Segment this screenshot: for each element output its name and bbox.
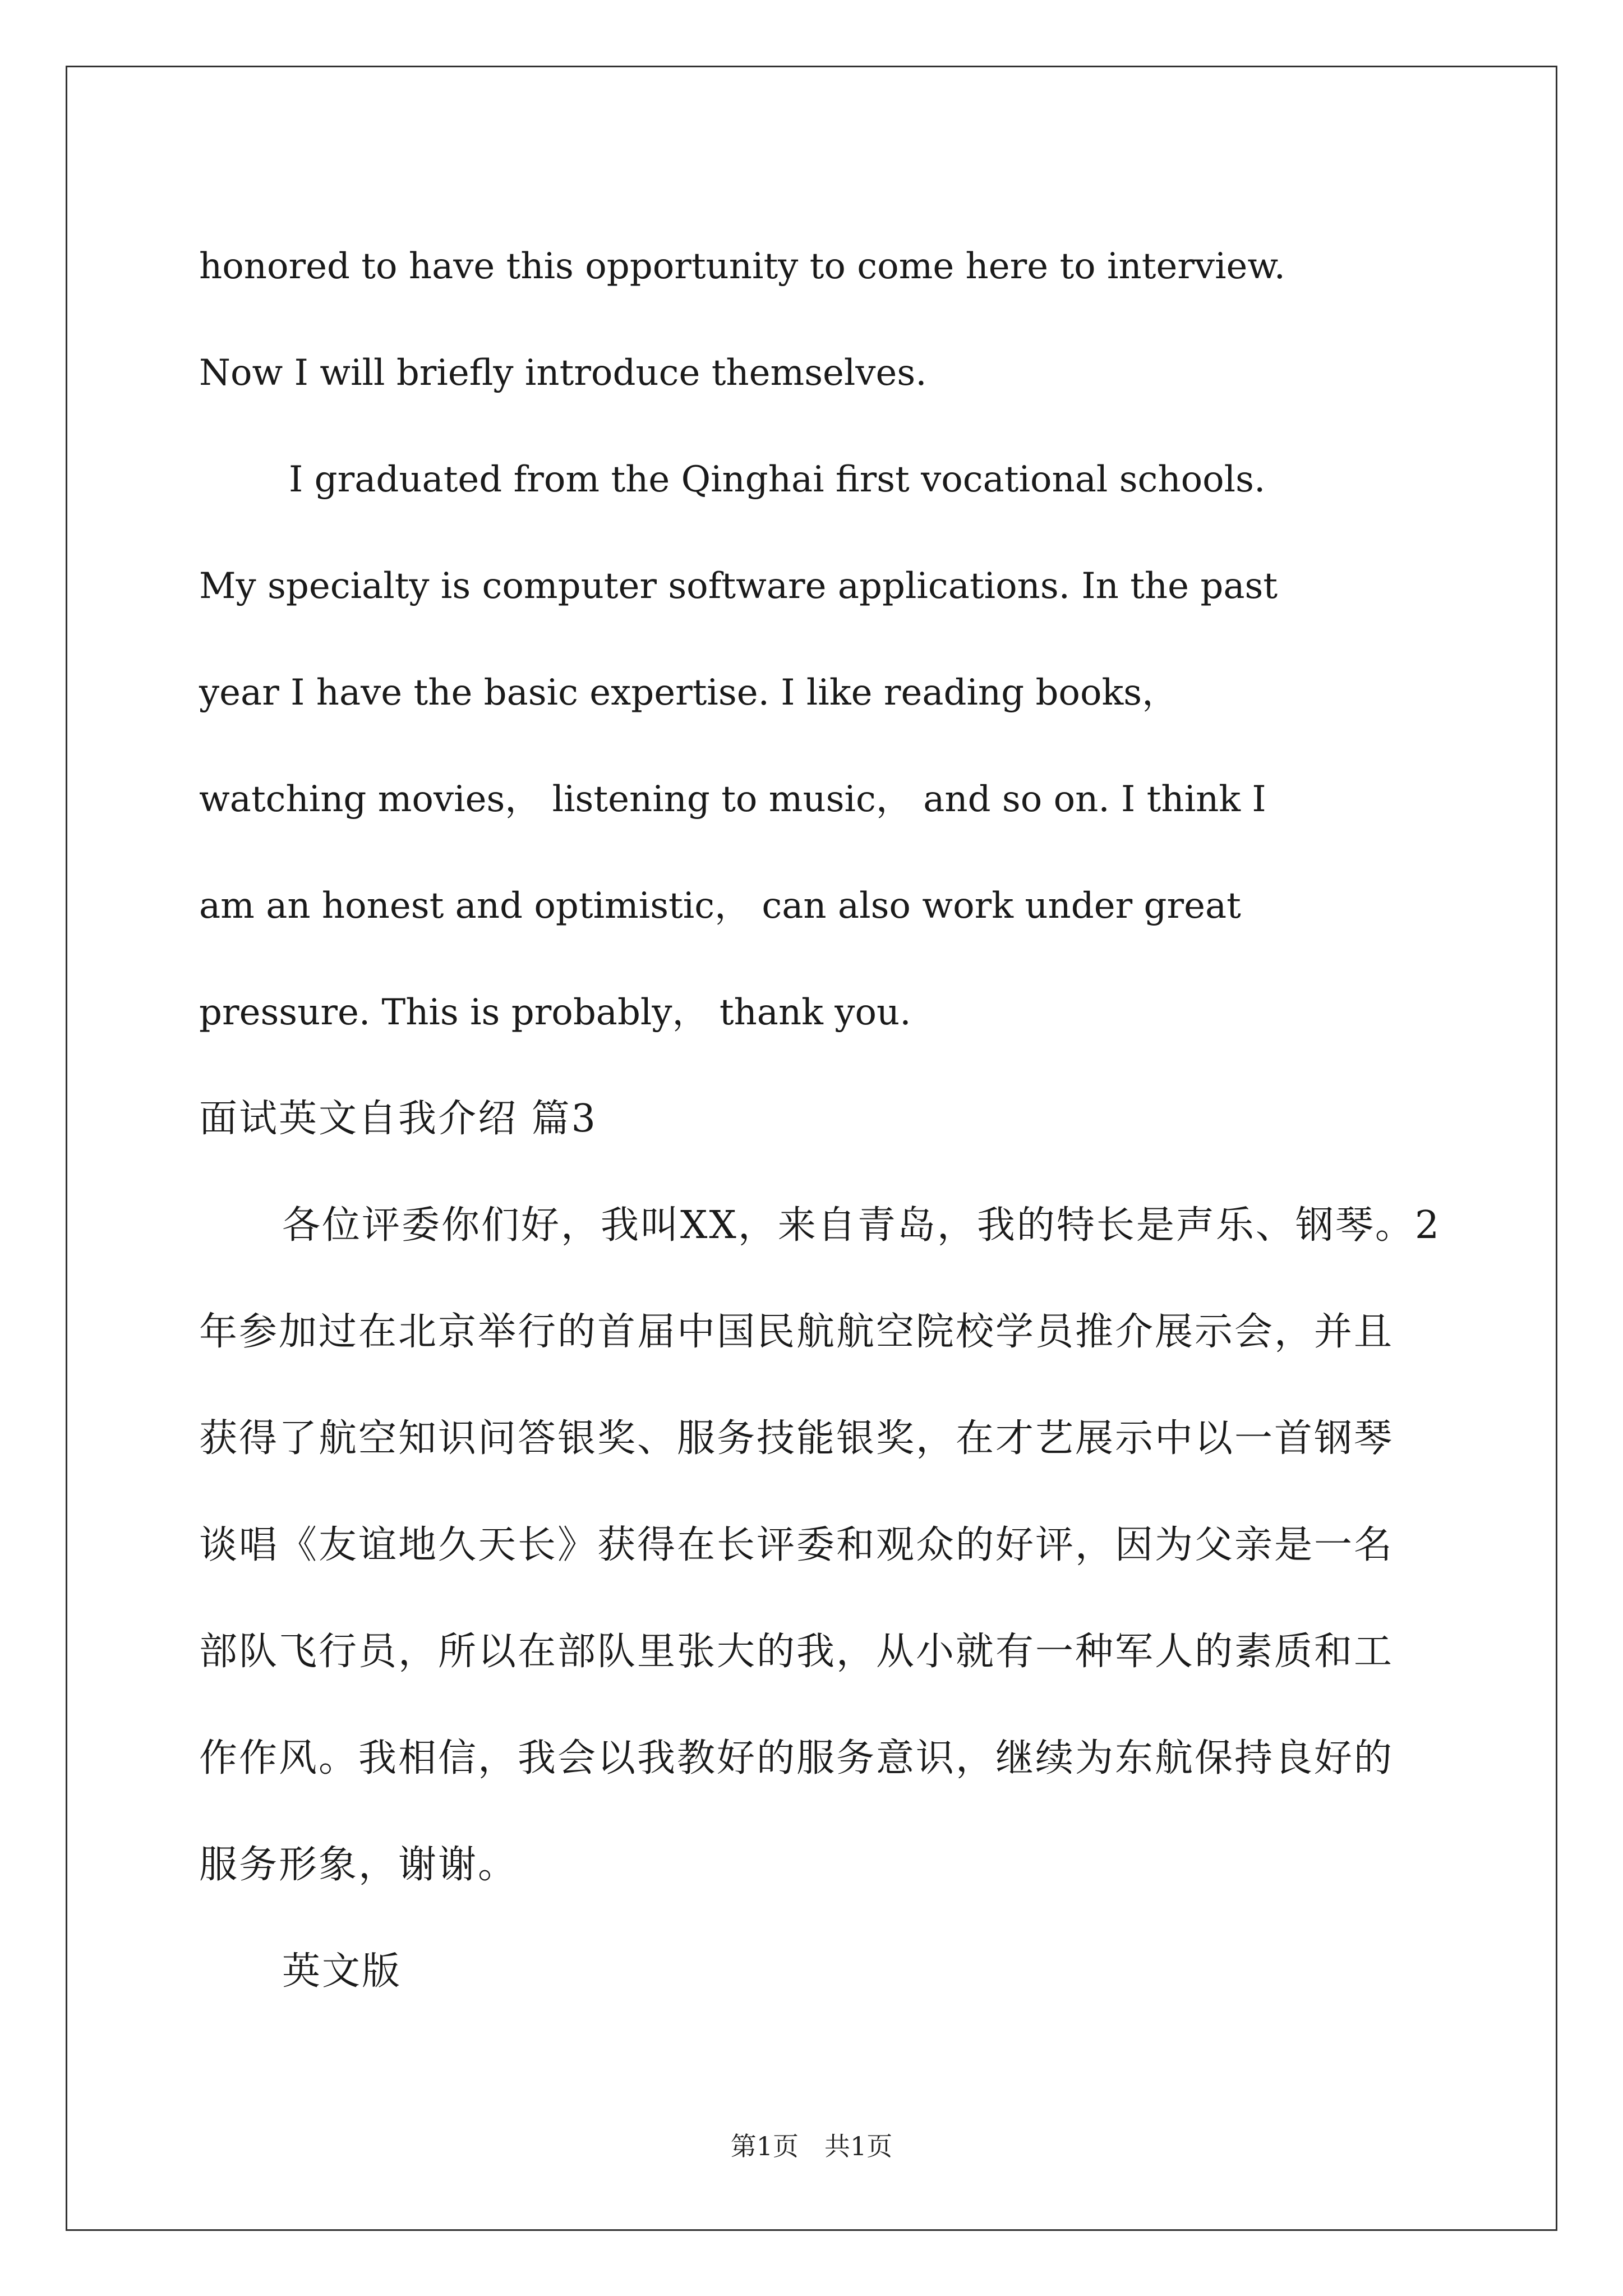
paragraph-line: 作作风。我相信，我会以我教好的服务意识，继续为东航保持良好的 xyxy=(199,1736,1394,1780)
paragraph-line: pressure. This is probably， thank you. xyxy=(199,992,911,1033)
page-footer: 第1页 共1页 xyxy=(730,2131,893,2161)
paragraph-line: 部队飞行员，所以在部队里张大的我，从小就有一种军人的素质和工 xyxy=(199,1630,1394,1674)
english-version-label: 英文版 xyxy=(282,1949,402,1994)
paragraph-line: 获得了航空知识问答银奖、服务技能银奖，在才艺展示中以一首钢琴 xyxy=(199,1416,1394,1461)
paragraph-line: am an honest and optimistic， can also work under great xyxy=(199,885,1241,927)
paragraph-line: year I have the basic expertise. I like reading books， xyxy=(199,672,1178,714)
paragraph-line: 服务形象，谢谢。 xyxy=(199,1843,518,1887)
paragraph-line: 年参加过在北京举行的首届中国民航航空院校学员推介展示会，并且 xyxy=(199,1310,1394,1354)
paragraph-line: 谈唱《友谊地久天长》获得在长评委和观众的好评，因为父亲是一名 xyxy=(199,1523,1394,1567)
document-body xyxy=(199,213,1441,2025)
paragraph-line: 各位评委你们好，我叫XX，来自青岛，我的特长是声乐、钢琴。2 xyxy=(282,1203,1441,1248)
paragraph-line: I graduated from the Qinghai first vocational schools. xyxy=(289,459,1266,500)
section-heading: 面试英文自我介绍 篇3 xyxy=(199,1097,597,1141)
paragraph-line: watching movies， listening to music， and so on. I think I xyxy=(199,779,1266,820)
paragraph-line: honored to have this opportunity to come here to interview. xyxy=(199,246,1285,287)
paragraph-line: Now I will briefly introduce themselves. xyxy=(199,352,927,394)
paragraph-line: My specialty is computer software applications. In the past xyxy=(199,565,1278,607)
